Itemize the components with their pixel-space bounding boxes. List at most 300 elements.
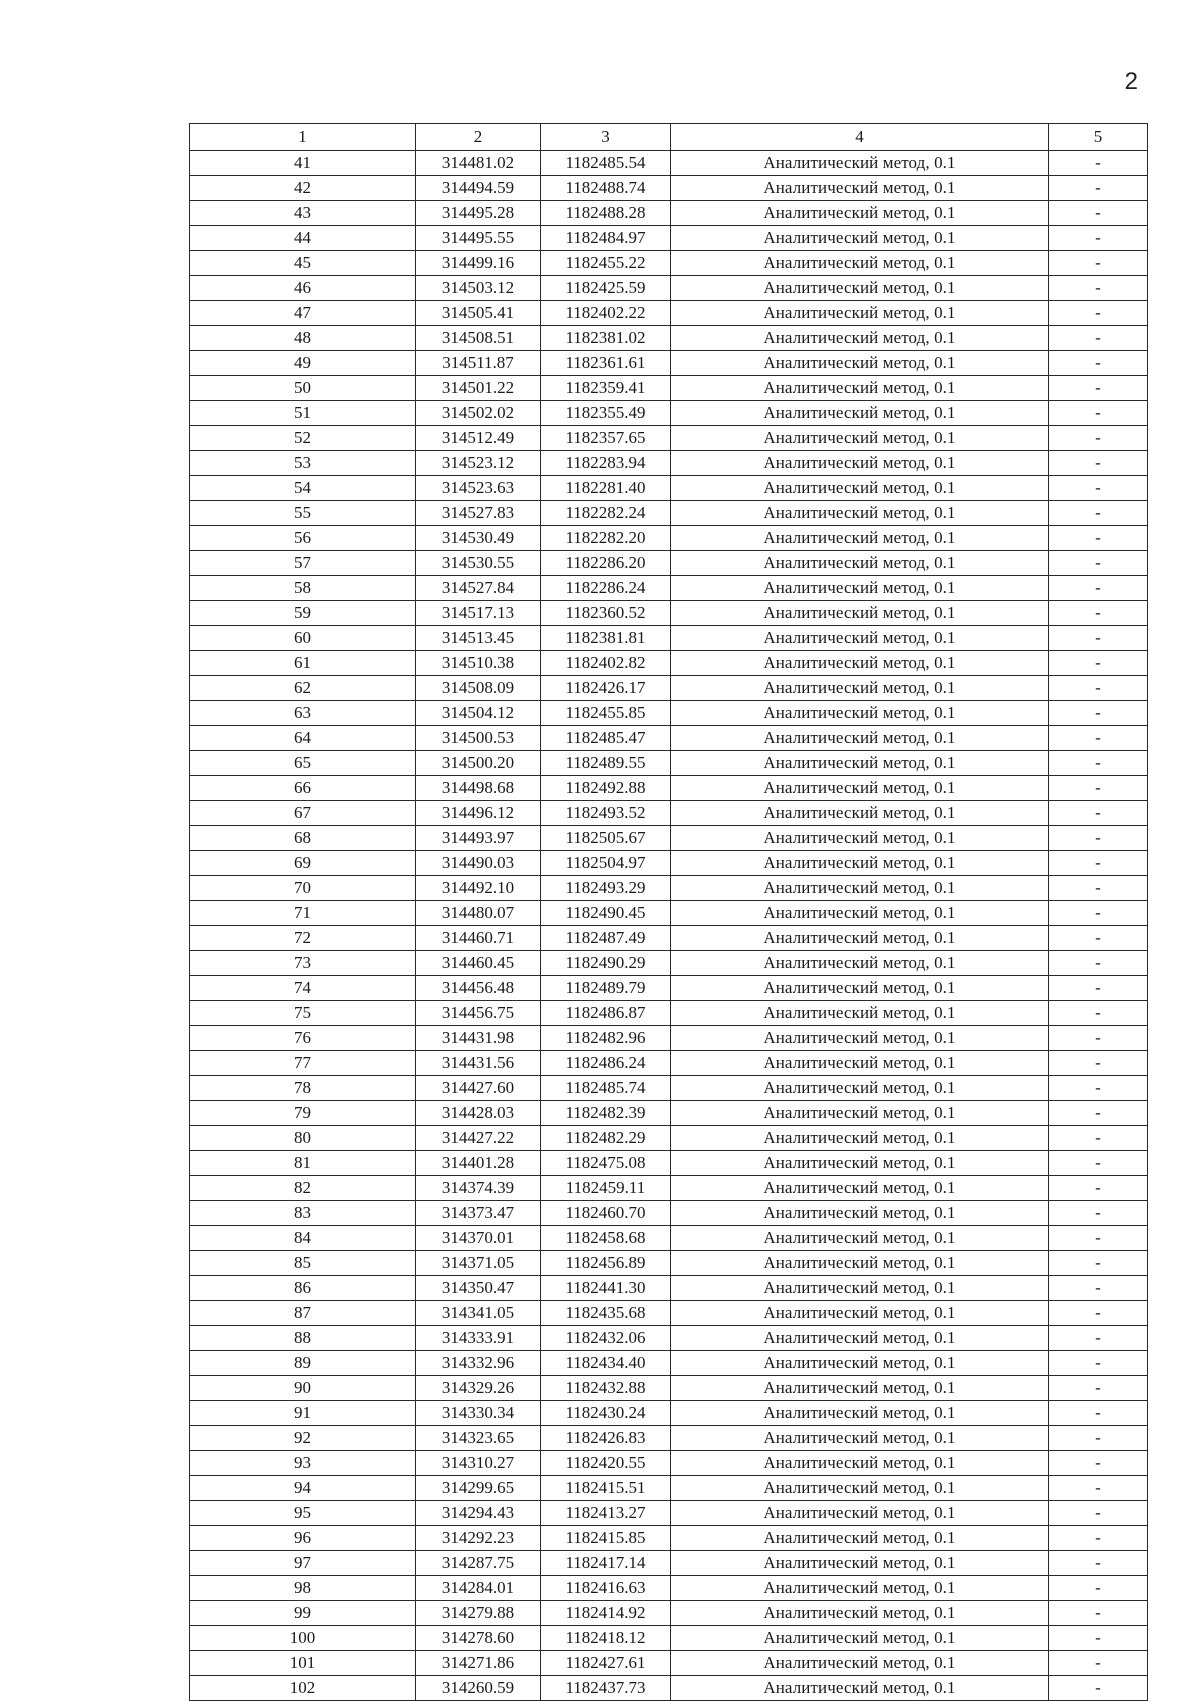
method-cell: Аналитический метод, 0.1: [671, 1201, 1049, 1226]
note-cell: -: [1049, 251, 1148, 276]
method-cell: Аналитический метод, 0.1: [671, 501, 1049, 526]
y-coordinate-cell: 1182360.52: [541, 601, 671, 626]
method-cell: Аналитический метод, 0.1: [671, 1251, 1049, 1276]
note-cell: -: [1049, 551, 1148, 576]
note-cell: -: [1049, 1601, 1148, 1626]
point-number-cell: 54: [190, 476, 416, 501]
table-row: [190, 1026, 1148, 1051]
method-cell: Аналитический метод, 0.1: [671, 951, 1049, 976]
y-coordinate-cell: 1182426.83: [541, 1426, 671, 1451]
point-number-cell: 93: [190, 1451, 416, 1476]
x-coordinate-cell: 314460.71: [416, 926, 541, 951]
method-cell: Аналитический метод, 0.1: [671, 776, 1049, 801]
x-coordinate-cell: 314504.12: [416, 701, 541, 726]
x-coordinate-cell: 314278.60: [416, 1626, 541, 1651]
y-coordinate-cell: 1182504.97: [541, 851, 671, 876]
point-number-cell: 74: [190, 976, 416, 1001]
method-cell: Аналитический метод, 0.1: [671, 1476, 1049, 1501]
note-cell: -: [1049, 151, 1148, 176]
point-number-cell: 99: [190, 1601, 416, 1626]
x-coordinate-cell: 314494.59: [416, 176, 541, 201]
y-coordinate-cell: 1182485.47: [541, 726, 671, 751]
table-row: [190, 626, 1148, 651]
y-coordinate-cell: 1182489.79: [541, 976, 671, 1001]
y-coordinate-cell: 1182402.22: [541, 301, 671, 326]
point-number-cell: 43: [190, 201, 416, 226]
table-row: [190, 1426, 1148, 1451]
method-cell: Аналитический метод, 0.1: [671, 901, 1049, 926]
y-coordinate-cell: 1182283.94: [541, 451, 671, 476]
note-cell: -: [1049, 1376, 1148, 1401]
note-cell: -: [1049, 1251, 1148, 1276]
point-number-cell: 56: [190, 526, 416, 551]
point-number-cell: 88: [190, 1326, 416, 1351]
note-cell: -: [1049, 1401, 1148, 1426]
y-coordinate-cell: 1182381.81: [541, 626, 671, 651]
table-row: [190, 676, 1148, 701]
table-row: [190, 751, 1148, 776]
method-cell: Аналитический метод, 0.1: [671, 551, 1049, 576]
x-coordinate-cell: 314341.05: [416, 1301, 541, 1326]
note-cell: -: [1049, 326, 1148, 351]
note-cell: -: [1049, 1276, 1148, 1301]
y-coordinate-cell: 1182487.49: [541, 926, 671, 951]
x-coordinate-cell: 314260.59: [416, 1676, 541, 1701]
x-coordinate-cell: 314373.47: [416, 1201, 541, 1226]
method-cell: Аналитический метод, 0.1: [671, 1051, 1049, 1076]
table-row: [190, 1451, 1148, 1476]
y-coordinate-cell: 1182432.06: [541, 1326, 671, 1351]
note-cell: -: [1049, 801, 1148, 826]
method-cell: Аналитический метод, 0.1: [671, 726, 1049, 751]
note-cell: -: [1049, 476, 1148, 501]
method-cell: Аналитический метод, 0.1: [671, 1001, 1049, 1026]
x-coordinate-cell: 314431.56: [416, 1051, 541, 1076]
point-number-cell: 79: [190, 1101, 416, 1126]
method-cell: Аналитический метод, 0.1: [671, 1376, 1049, 1401]
note-cell: -: [1049, 1576, 1148, 1601]
x-coordinate-cell: 314523.12: [416, 451, 541, 476]
note-cell: -: [1049, 726, 1148, 751]
method-cell: Аналитический метод, 0.1: [671, 1676, 1049, 1701]
note-cell: -: [1049, 376, 1148, 401]
table-row: [190, 226, 1148, 251]
method-cell: Аналитический метод, 0.1: [671, 626, 1049, 651]
note-cell: -: [1049, 1151, 1148, 1176]
table-row: [190, 476, 1148, 501]
point-number-cell: 61: [190, 651, 416, 676]
point-number-cell: 71: [190, 901, 416, 926]
table-row: [190, 1251, 1148, 1276]
note-cell: -: [1049, 1326, 1148, 1351]
note-cell: -: [1049, 1176, 1148, 1201]
y-coordinate-cell: 1182416.63: [541, 1576, 671, 1601]
y-coordinate-cell: 1182381.02: [541, 326, 671, 351]
method-cell: Аналитический метод, 0.1: [671, 1326, 1049, 1351]
method-cell: Аналитический метод, 0.1: [671, 1551, 1049, 1576]
method-cell: Аналитический метод, 0.1: [671, 151, 1049, 176]
x-coordinate-cell: 314480.07: [416, 901, 541, 926]
y-coordinate-cell: 1182490.29: [541, 951, 671, 976]
y-coordinate-cell: 1182489.55: [541, 751, 671, 776]
x-coordinate-cell: 314370.01: [416, 1226, 541, 1251]
x-coordinate-cell: 314501.22: [416, 376, 541, 401]
y-coordinate-cell: 1182488.28: [541, 201, 671, 226]
point-number-cell: 78: [190, 1076, 416, 1101]
method-cell: Аналитический метод, 0.1: [671, 1601, 1049, 1626]
y-coordinate-cell: 1182482.96: [541, 1026, 671, 1051]
table-row: [190, 301, 1148, 326]
table-row: [190, 1101, 1148, 1126]
method-cell: Аналитический метод, 0.1: [671, 876, 1049, 901]
x-coordinate-cell: 314323.65: [416, 1426, 541, 1451]
method-cell: Аналитический метод, 0.1: [671, 676, 1049, 701]
note-cell: -: [1049, 976, 1148, 1001]
y-coordinate-cell: 1182455.85: [541, 701, 671, 726]
x-coordinate-cell: 314401.28: [416, 1151, 541, 1176]
note-cell: -: [1049, 1501, 1148, 1526]
x-coordinate-cell: 314508.51: [416, 326, 541, 351]
method-cell: Аналитический метод, 0.1: [671, 226, 1049, 251]
y-coordinate-cell: 1182475.08: [541, 1151, 671, 1176]
table-row: [190, 1351, 1148, 1376]
y-coordinate-cell: 1182425.59: [541, 276, 671, 301]
x-coordinate-cell: 314332.96: [416, 1351, 541, 1376]
point-number-cell: 68: [190, 826, 416, 851]
note-cell: -: [1049, 1451, 1148, 1476]
table-row: [190, 1326, 1148, 1351]
table-row: [190, 1201, 1148, 1226]
method-cell: Аналитический метод, 0.1: [671, 1076, 1049, 1101]
y-coordinate-cell: 1182413.27: [541, 1501, 671, 1526]
x-coordinate-cell: 314503.12: [416, 276, 541, 301]
table-row: [190, 1126, 1148, 1151]
x-coordinate-cell: 314287.75: [416, 1551, 541, 1576]
y-coordinate-cell: 1182492.88: [541, 776, 671, 801]
table-row: [190, 1551, 1148, 1576]
y-coordinate-cell: 1182490.45: [541, 901, 671, 926]
x-coordinate-cell: 314513.45: [416, 626, 541, 651]
table-row: [190, 851, 1148, 876]
point-number-cell: 77: [190, 1051, 416, 1076]
y-coordinate-cell: 1182418.12: [541, 1626, 671, 1651]
x-coordinate-cell: 314527.83: [416, 501, 541, 526]
note-cell: -: [1049, 1476, 1148, 1501]
point-number-cell: 42: [190, 176, 416, 201]
x-coordinate-cell: 314294.43: [416, 1501, 541, 1526]
note-cell: -: [1049, 576, 1148, 601]
y-coordinate-cell: 1182484.97: [541, 226, 671, 251]
x-coordinate-cell: 314499.16: [416, 251, 541, 276]
point-number-cell: 57: [190, 551, 416, 576]
point-number-cell: 63: [190, 701, 416, 726]
note-cell: -: [1049, 1001, 1148, 1026]
table-row: [190, 651, 1148, 676]
note-cell: -: [1049, 926, 1148, 951]
point-number-cell: 58: [190, 576, 416, 601]
table-row: [190, 326, 1148, 351]
y-coordinate-cell: 1182493.52: [541, 801, 671, 826]
point-number-cell: 45: [190, 251, 416, 276]
y-coordinate-cell: 1182281.40: [541, 476, 671, 501]
method-cell: Аналитический метод, 0.1: [671, 1501, 1049, 1526]
x-coordinate-cell: 314284.01: [416, 1576, 541, 1601]
point-number-cell: 84: [190, 1226, 416, 1251]
note-cell: -: [1049, 951, 1148, 976]
note-cell: -: [1049, 1026, 1148, 1051]
table-row: [190, 901, 1148, 926]
note-cell: -: [1049, 1526, 1148, 1551]
table-row: [190, 526, 1148, 551]
table-header-row: [190, 124, 1148, 151]
method-cell: Аналитический метод, 0.1: [671, 576, 1049, 601]
note-cell: -: [1049, 1126, 1148, 1151]
y-coordinate-cell: 1182282.20: [541, 526, 671, 551]
y-coordinate-cell: 1182286.20: [541, 551, 671, 576]
x-coordinate-cell: 314350.47: [416, 1276, 541, 1301]
point-number-cell: 96: [190, 1526, 416, 1551]
note-cell: -: [1049, 776, 1148, 801]
table-row: [190, 576, 1148, 601]
method-cell: Аналитический метод, 0.1: [671, 451, 1049, 476]
method-cell: Аналитический метод, 0.1: [671, 1226, 1049, 1251]
y-coordinate-cell: 1182434.40: [541, 1351, 671, 1376]
y-coordinate-cell: 1182455.22: [541, 251, 671, 276]
point-number-cell: 73: [190, 951, 416, 976]
header-col-2: 2: [416, 124, 541, 151]
point-number-cell: 92: [190, 1426, 416, 1451]
x-coordinate-cell: 314310.27: [416, 1451, 541, 1476]
y-coordinate-cell: 1182435.68: [541, 1301, 671, 1326]
method-cell: Аналитический метод, 0.1: [671, 1351, 1049, 1376]
x-coordinate-cell: 314498.68: [416, 776, 541, 801]
y-coordinate-cell: 1182359.41: [541, 376, 671, 401]
y-coordinate-cell: 1182486.24: [541, 1051, 671, 1076]
point-number-cell: 41: [190, 151, 416, 176]
y-coordinate-cell: 1182361.61: [541, 351, 671, 376]
table-row: [190, 176, 1148, 201]
y-coordinate-cell: 1182460.70: [541, 1201, 671, 1226]
note-cell: -: [1049, 1226, 1148, 1251]
x-coordinate-cell: 314493.97: [416, 826, 541, 851]
method-cell: Аналитический метод, 0.1: [671, 1651, 1049, 1676]
table-row: [190, 1576, 1148, 1601]
point-number-cell: 76: [190, 1026, 416, 1051]
y-coordinate-cell: 1182420.55: [541, 1451, 671, 1476]
table-row: [190, 1501, 1148, 1526]
method-cell: Аналитический метод, 0.1: [671, 651, 1049, 676]
x-coordinate-cell: 314530.49: [416, 526, 541, 551]
x-coordinate-cell: 314431.98: [416, 1026, 541, 1051]
table-row: [190, 976, 1148, 1001]
note-cell: -: [1049, 1626, 1148, 1651]
point-number-cell: 59: [190, 601, 416, 626]
method-cell: Аналитический метод, 0.1: [671, 1176, 1049, 1201]
table-row: [190, 151, 1148, 176]
y-coordinate-cell: 1182432.88: [541, 1376, 671, 1401]
table-row: [190, 1301, 1148, 1326]
x-coordinate-cell: 314495.55: [416, 226, 541, 251]
method-cell: Аналитический метод, 0.1: [671, 276, 1049, 301]
table-row: [190, 1626, 1148, 1651]
table-row: [190, 1476, 1148, 1501]
table-row: [190, 1001, 1148, 1026]
method-cell: Аналитический метод, 0.1: [671, 201, 1049, 226]
point-number-cell: 94: [190, 1476, 416, 1501]
y-coordinate-cell: 1182417.14: [541, 1551, 671, 1576]
point-number-cell: 86: [190, 1276, 416, 1301]
note-cell: -: [1049, 626, 1148, 651]
point-number-cell: 51: [190, 401, 416, 426]
y-coordinate-cell: 1182415.85: [541, 1526, 671, 1551]
point-number-cell: 70: [190, 876, 416, 901]
x-coordinate-cell: 314371.05: [416, 1251, 541, 1276]
note-cell: -: [1049, 1301, 1148, 1326]
point-number-cell: 87: [190, 1301, 416, 1326]
point-number-cell: 69: [190, 851, 416, 876]
table-row: [190, 1226, 1148, 1251]
table-row: [190, 1376, 1148, 1401]
table-row: [190, 926, 1148, 951]
y-coordinate-cell: 1182355.49: [541, 401, 671, 426]
x-coordinate-cell: 314505.41: [416, 301, 541, 326]
x-coordinate-cell: 314427.22: [416, 1126, 541, 1151]
y-coordinate-cell: 1182286.24: [541, 576, 671, 601]
method-cell: Аналитический метод, 0.1: [671, 1151, 1049, 1176]
table-row: [190, 201, 1148, 226]
point-number-cell: 97: [190, 1551, 416, 1576]
point-number-cell: 52: [190, 426, 416, 451]
method-cell: Аналитический метод, 0.1: [671, 176, 1049, 201]
point-number-cell: 72: [190, 926, 416, 951]
method-cell: Аналитический метод, 0.1: [671, 251, 1049, 276]
x-coordinate-cell: 314333.91: [416, 1326, 541, 1351]
x-coordinate-cell: 314492.10: [416, 876, 541, 901]
table-row: [190, 251, 1148, 276]
table-row: [190, 1051, 1148, 1076]
table-row: [190, 1526, 1148, 1551]
page-number: 2: [1124, 68, 1138, 95]
note-cell: -: [1049, 226, 1148, 251]
x-coordinate-cell: 314508.09: [416, 676, 541, 701]
point-number-cell: 100: [190, 1626, 416, 1651]
method-cell: Аналитический метод, 0.1: [671, 351, 1049, 376]
table-row: [190, 876, 1148, 901]
y-coordinate-cell: 1182426.17: [541, 676, 671, 701]
table-row: [190, 401, 1148, 426]
point-number-cell: 48: [190, 326, 416, 351]
table-row: [190, 826, 1148, 851]
table-row: [190, 551, 1148, 576]
method-cell: Аналитический метод, 0.1: [671, 601, 1049, 626]
note-cell: -: [1049, 1076, 1148, 1101]
y-coordinate-cell: 1182458.68: [541, 1226, 671, 1251]
y-coordinate-cell: 1182486.87: [541, 1001, 671, 1026]
point-number-cell: 101: [190, 1651, 416, 1676]
x-coordinate-cell: 314523.63: [416, 476, 541, 501]
method-cell: Аналитический метод, 0.1: [671, 701, 1049, 726]
x-coordinate-cell: 314374.39: [416, 1176, 541, 1201]
point-number-cell: 91: [190, 1401, 416, 1426]
table-row: [190, 951, 1148, 976]
note-cell: -: [1049, 301, 1148, 326]
method-cell: Аналитический метод, 0.1: [671, 1101, 1049, 1126]
x-coordinate-cell: 314511.87: [416, 351, 541, 376]
note-cell: -: [1049, 426, 1148, 451]
point-number-cell: 89: [190, 1351, 416, 1376]
y-coordinate-cell: 1182493.29: [541, 876, 671, 901]
note-cell: -: [1049, 851, 1148, 876]
y-coordinate-cell: 1182485.74: [541, 1076, 671, 1101]
method-cell: Аналитический метод, 0.1: [671, 926, 1049, 951]
y-coordinate-cell: 1182482.29: [541, 1126, 671, 1151]
method-cell: Аналитический метод, 0.1: [671, 476, 1049, 501]
y-coordinate-cell: 1182427.61: [541, 1651, 671, 1676]
x-coordinate-cell: 314517.13: [416, 601, 541, 626]
x-coordinate-cell: 314330.34: [416, 1401, 541, 1426]
y-coordinate-cell: 1182402.82: [541, 651, 671, 676]
x-coordinate-cell: 314500.53: [416, 726, 541, 751]
table-row: [190, 601, 1148, 626]
note-cell: -: [1049, 601, 1148, 626]
point-number-cell: 53: [190, 451, 416, 476]
method-cell: Аналитический метод, 0.1: [671, 301, 1049, 326]
method-cell: Аналитический метод, 0.1: [671, 326, 1049, 351]
x-coordinate-cell: 314490.03: [416, 851, 541, 876]
x-coordinate-cell: 314530.55: [416, 551, 541, 576]
table-row: [190, 1651, 1148, 1676]
table-row: [190, 451, 1148, 476]
y-coordinate-cell: 1182482.39: [541, 1101, 671, 1126]
header-col-5: 5: [1049, 124, 1148, 151]
table-row: [190, 1276, 1148, 1301]
note-cell: -: [1049, 751, 1148, 776]
point-number-cell: 80: [190, 1126, 416, 1151]
method-cell: Аналитический метод, 0.1: [671, 1576, 1049, 1601]
point-number-cell: 55: [190, 501, 416, 526]
note-cell: -: [1049, 501, 1148, 526]
coordinates-table: [189, 123, 1148, 1701]
point-number-cell: 60: [190, 626, 416, 651]
method-cell: Аналитический метод, 0.1: [671, 801, 1049, 826]
y-coordinate-cell: 1182488.74: [541, 176, 671, 201]
y-coordinate-cell: 1182282.24: [541, 501, 671, 526]
table-row: [190, 1401, 1148, 1426]
method-cell: Аналитический метод, 0.1: [671, 1026, 1049, 1051]
method-cell: Аналитический метод, 0.1: [671, 1451, 1049, 1476]
method-cell: Аналитический метод, 0.1: [671, 1401, 1049, 1426]
method-cell: Аналитический метод, 0.1: [671, 1526, 1049, 1551]
method-cell: Аналитический метод, 0.1: [671, 1626, 1049, 1651]
note-cell: -: [1049, 176, 1148, 201]
table-row: [190, 801, 1148, 826]
y-coordinate-cell: 1182437.73: [541, 1676, 671, 1701]
method-cell: Аналитический метод, 0.1: [671, 851, 1049, 876]
note-cell: -: [1049, 901, 1148, 926]
table-row: [190, 726, 1148, 751]
note-cell: -: [1049, 1201, 1148, 1226]
header-col-4: 4: [671, 124, 1049, 151]
y-coordinate-cell: 1182357.65: [541, 426, 671, 451]
method-cell: Аналитический метод, 0.1: [671, 976, 1049, 1001]
note-cell: -: [1049, 351, 1148, 376]
point-number-cell: 66: [190, 776, 416, 801]
method-cell: Аналитический метод, 0.1: [671, 376, 1049, 401]
x-coordinate-cell: 314456.48: [416, 976, 541, 1001]
method-cell: Аналитический метод, 0.1: [671, 526, 1049, 551]
point-number-cell: 46: [190, 276, 416, 301]
x-coordinate-cell: 314512.49: [416, 426, 541, 451]
